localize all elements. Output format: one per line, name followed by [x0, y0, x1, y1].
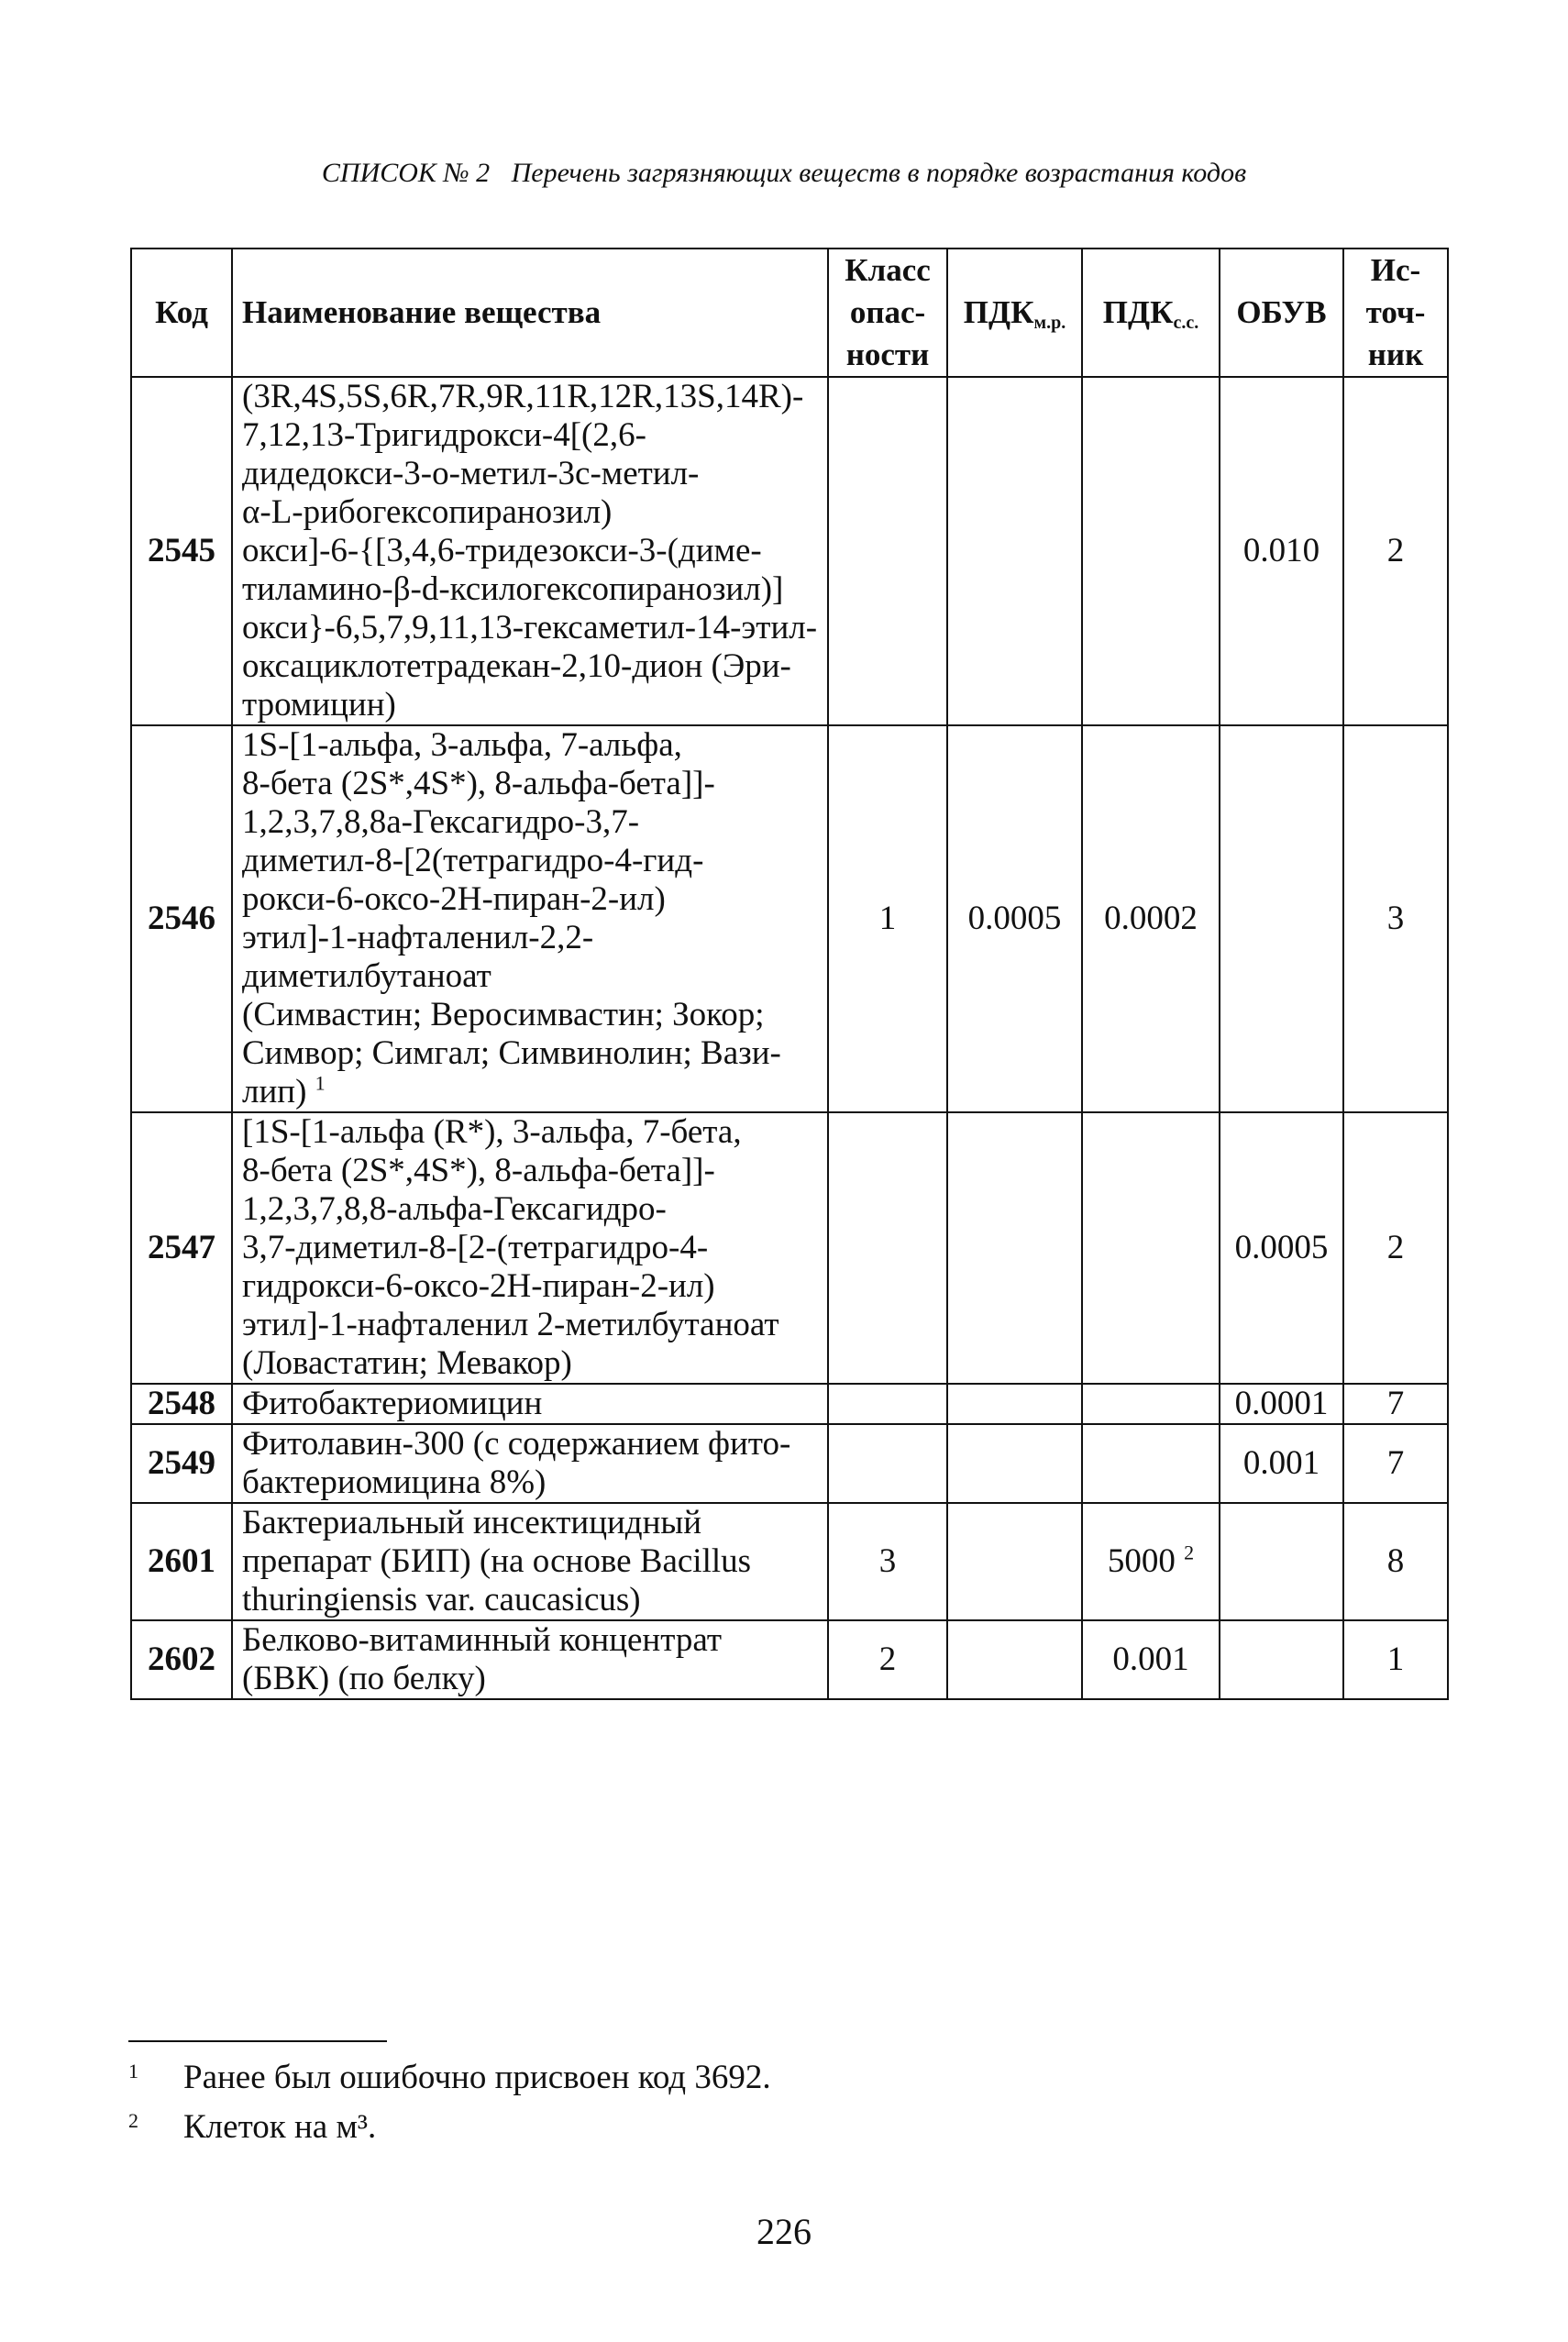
footnote-mark: 2 [128, 2109, 138, 2132]
substances-table [130, 248, 1449, 1700]
cell-obuv [1220, 1620, 1343, 1699]
table-row [131, 1424, 1448, 1503]
table-header-row [131, 249, 1448, 377]
name-line: лип) $^1$ [242, 1071, 326, 1110]
cell-name [232, 377, 828, 725]
footnotes [128, 2040, 1320, 2152]
cell-code: 2547 [131, 1112, 232, 1384]
cell-source: 1 [1343, 1620, 1448, 1699]
cell-hazard-class: 3 [828, 1503, 947, 1620]
cell-code: 2546 [131, 725, 232, 1112]
footnote-ref: 2 [1184, 1541, 1195, 1564]
name-line: Фитобактериомицин [242, 1385, 543, 1422]
name-line: α-L-рибогексопиранозил) [242, 493, 613, 531]
name-line: Белково-витаминный концентрат [242, 1621, 722, 1659]
cell-pdk-mr [947, 1503, 1082, 1620]
name-line: 8-бета (2S*,4S*), 8-альфа-бета]]- [242, 1152, 715, 1189]
footnote-text: Клеток на м³. [183, 2108, 377, 2146]
name-line: дидедокси-3-о-метил-3с-метил- [242, 455, 700, 492]
name-line: гидрокси-6-оксо-2H-пиран-2-ил) [242, 1267, 715, 1305]
cell-obuv: 0.001 [1220, 1424, 1343, 1503]
cell-source: 7 [1343, 1424, 1448, 1503]
table-row [131, 1503, 1448, 1620]
footnote-text: Ранее был ошибочно присвоен код 3692. [183, 2059, 771, 2096]
cell-obuv [1220, 725, 1343, 1112]
cell-hazard-class [828, 377, 947, 725]
cell-source: 2 [1343, 1112, 1448, 1384]
cell-pdk-mr [947, 377, 1082, 725]
col-header-pdk-ss: $ПДК_{с.с.}$ [1082, 249, 1220, 377]
cell-code: 2549 [131, 1424, 232, 1503]
name-line: (Ловастатин; Мевакор) [242, 1344, 572, 1382]
cell-code: 2548 [131, 1384, 232, 1424]
col-header-name: Наименование вещества [232, 249, 828, 377]
cell-name [232, 1503, 828, 1620]
name-line: 1,2,3,7,8,8-альфа-Гексагидро- [242, 1190, 667, 1228]
page-header [0, 158, 1568, 189]
cell-pdk-mr [947, 1620, 1082, 1699]
cell-source: 8 [1343, 1503, 1448, 1620]
name-line: Бактериальный инсектицидный [242, 1504, 702, 1541]
cell-pdk-mr [947, 1112, 1082, 1384]
cell-obuv: 0.0001 [1220, 1384, 1343, 1424]
name-line: окси]-6-{[3,4,6-тридезокси-3-(диме- [242, 532, 762, 569]
name-line: этил]-1-нафталенил 2-метилбутаноат [242, 1306, 779, 1343]
name-line: рокси-6-оксо-2H-пиран-2-ил) [242, 880, 666, 918]
cell-obuv [1220, 1503, 1343, 1620]
cell-pdk-mr [947, 1424, 1082, 1503]
name-line: препарат (БИП) (на основе Bacillus [242, 1542, 752, 1580]
name-line: диметил-8-[2(тетрагидро-4-гид- [242, 842, 704, 879]
cell-hazard-class [828, 1384, 947, 1424]
page-number: 226 [756, 2211, 812, 2252]
cell-pdk-ss: 5000 $^2$ [1082, 1503, 1220, 1620]
cell-name [232, 1112, 828, 1384]
name-line: 1S-[1-альфа, 3-альфа, 7-альфа, [242, 726, 682, 764]
footnote-ref: 1 [315, 1071, 326, 1095]
name-line: (Симвастин; Веросимвастин; Зокор; [242, 996, 765, 1033]
name-line: тромицин) [242, 686, 396, 724]
list-title: Перечень загрязняющих веществ в порядке возрастания кодов [511, 158, 1247, 188]
cell-name [232, 1384, 828, 1424]
name-line: 1,2,3,7,8,8а-Гексагидро-3,7- [242, 803, 640, 841]
name-line: этил]-1-нафталенил-2,2-диметилбутаноат [242, 919, 594, 995]
name-line: бактериомицина 8%) [242, 1464, 547, 1501]
cell-code: 2602 [131, 1620, 232, 1699]
table-row [131, 1620, 1448, 1699]
table-row [131, 1112, 1448, 1384]
cell-source: 3 [1343, 725, 1448, 1112]
footnote-1 [128, 2053, 1320, 2103]
cell-code: 2601 [131, 1503, 232, 1620]
list-number: СПИСОК № 2 [321, 158, 491, 188]
cell-obuv: 0.0005 [1220, 1112, 1343, 1384]
cell-source: 7 [1343, 1384, 1448, 1424]
name-line: (БВК) (по белку) [242, 1660, 486, 1697]
name-line: 8-бета (2S*,4S*), 8-альфа-бета]]- [242, 765, 715, 802]
cell-name [232, 1424, 828, 1503]
cell-hazard-class: 2 [828, 1620, 947, 1699]
name-line: Фитолавин-300 (с содержанием фито- [242, 1425, 791, 1463]
cell-code: 2545 [131, 377, 232, 725]
table-row [131, 1384, 1448, 1424]
col-header-hazard-class: Класс опас- ности [828, 249, 947, 377]
table-row [131, 725, 1448, 1112]
cell-source: 2 [1343, 377, 1448, 725]
cell-pdk-ss: 0.0002 [1082, 725, 1220, 1112]
col-header-code: Код [131, 249, 232, 377]
name-line: (3R,4S,5S,6R,7R,9R,11R,12R,13S,14R)- [242, 378, 804, 415]
cell-name [232, 725, 828, 1112]
cell-obuv: 0.010 [1220, 377, 1343, 725]
name-line: [1S-[1-альфа (R*), 3-альфа, 7-бета, [242, 1113, 742, 1151]
footnote-2 [128, 2103, 1320, 2152]
cell-pdk-mr [947, 1384, 1082, 1424]
cell-hazard-class [828, 1424, 947, 1503]
footnote-rule [128, 2040, 387, 2042]
table-row [131, 377, 1448, 725]
name-line: окси}-6,5,7,9,11,13-гексаметил-14-этил- [242, 609, 818, 646]
cell-pdk-ss [1082, 1384, 1220, 1424]
cell-pdk-ss [1082, 377, 1220, 725]
footnote-mark: 1 [128, 2060, 138, 2082]
name-line: 7,12,13-Тригидрокси-4[(2,6- [242, 416, 646, 454]
table-body [131, 377, 1448, 1699]
cell-pdk-ss [1082, 1112, 1220, 1384]
cell-pdk-mr: 0.0005 [947, 725, 1082, 1112]
name-line: Симвор; Симгал; Симвинолин; Вази- [242, 1034, 781, 1072]
name-line: тиламино-β-d-ксилогексопиранозил)] [242, 570, 784, 608]
cell-hazard-class [828, 1112, 947, 1384]
cell-pdk-ss: 0.001 [1082, 1620, 1220, 1699]
col-header-source: Ис- точ- ник [1343, 249, 1448, 377]
cell-hazard-class: 1 [828, 725, 947, 1112]
col-header-pdk-mr: $ПДК_{м.р.}$ [947, 249, 1082, 377]
name-line: 3,7-диметил-8-[2-(тетрагидро-4- [242, 1229, 709, 1266]
cell-pdk-ss [1082, 1424, 1220, 1503]
col-header-obuv: ОБУВ [1220, 249, 1343, 377]
cell-name [232, 1620, 828, 1699]
name-line: thuringiensis var. caucasicus) [242, 1581, 641, 1618]
name-line: оксациклотетрадекан-2,10-дион (Эри- [242, 647, 791, 685]
